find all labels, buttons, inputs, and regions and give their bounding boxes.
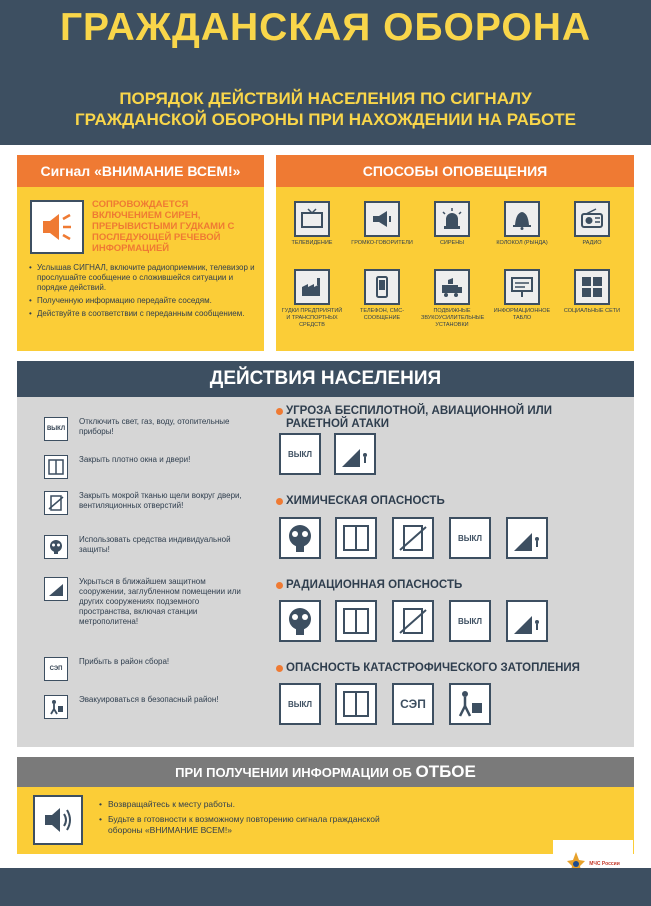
otboy-heading: [17, 757, 634, 787]
shelter-icon: [44, 577, 68, 601]
evacuation-icon: [449, 683, 491, 725]
threat-title: УГРОЗА БЕСПИЛОТНОЙ, АВИАЦИОННОЙ ИЛИ РАКЕТНОЙ АТАКИ: [276, 405, 596, 431]
vykl-label: ВЫКЛ: [287, 449, 313, 459]
otboy-bullet-list: [99, 799, 499, 840]
info-board-icon: [504, 269, 540, 305]
vykl-label: ВЫКЛ: [457, 616, 483, 626]
method-label: СОЦИАЛЬНЫЕ СЕТИ: [563, 308, 621, 314]
method-item: [281, 201, 343, 247]
method-item: [351, 201, 413, 247]
actions-heading: ДЕЙСТВИЯ НАСЕЛЕНИЯ: [17, 361, 634, 397]
list-item: • Возвращайтесь к месту работы.: [99, 799, 499, 810]
threat-air-attack: [276, 405, 636, 431]
signal-panel: [17, 155, 264, 351]
threat-title: РАДИАЦИОННАЯ ОПАСНОСТЬ: [276, 579, 636, 592]
method-label: ГРОМКО-ГОВОРИТЕЛИ: [351, 240, 413, 246]
method-label: ИНФОРМАЦИОННОЕ ТАБЛО: [493, 308, 551, 321]
page-title: ГРАЖДАНСКАЯ ОБОРОНА: [59, 6, 592, 49]
action-text: Отключить свет, газ, воду, отопительные приборы!: [79, 417, 230, 436]
method-item: [491, 201, 553, 247]
mobile-loudspeaker-icon: [434, 269, 470, 305]
switch-off-icon: [279, 683, 321, 725]
shelter-icon: [506, 517, 548, 559]
phone-icon: [364, 269, 400, 305]
window-door-icon: [335, 517, 377, 559]
factory-horn-icon: [294, 269, 330, 305]
logo-text: МЧС России: [589, 861, 620, 867]
threat-chemical: [276, 495, 636, 508]
radio-icon: [574, 201, 610, 237]
list-item: • Полученную информацию передайте соседям.: [29, 296, 259, 306]
loudspeaker-icon: [364, 201, 400, 237]
speaker-icon: [33, 795, 83, 845]
switch-off-icon: [449, 600, 491, 642]
seal-gaps-icon: [392, 600, 434, 642]
method-label: КОЛОКОЛ (РЫНДА): [496, 240, 548, 246]
vykl-label: ВЫКЛ: [457, 533, 483, 543]
assembly-point-icon: СЭП: [44, 657, 68, 681]
evacuation-icon: [44, 695, 68, 719]
list-item: • Будьте в готовности к возможному повторению сигнала гражданской обороны «ВНИМАНИЕ ВСЕМ!»: [99, 814, 399, 836]
method-item: [351, 269, 413, 322]
window-door-icon: [335, 683, 377, 725]
method-label: СИРЕНЫ: [439, 240, 465, 246]
assembly-point-icon: [392, 683, 434, 725]
speaker-alert-icon: [30, 200, 84, 254]
bell-icon: [504, 201, 540, 237]
threat-flood: [276, 662, 636, 675]
window-door-icon: [44, 455, 68, 479]
threat-title: ОПАСНОСТЬ КАТАСТРОФИЧЕСКОГО ЗАТОПЛЕНИЯ: [276, 662, 636, 675]
method-item: [421, 269, 483, 329]
method-item: [491, 269, 553, 322]
action-text: Использовать средства индивидуальной защиты!: [79, 535, 231, 554]
method-item: [281, 269, 343, 329]
method-item: [421, 201, 483, 247]
seal-gaps-icon: [44, 491, 68, 515]
sep-label: СЭП: [400, 697, 426, 711]
method-label: ТЕЛЕВИДЕНИЕ: [291, 240, 333, 246]
shelter-icon: [506, 600, 548, 642]
method-label: ГУДКИ ПРЕДПРИЯТИЙ И ТРАНСПОРТНЫХ СРЕДСТВ: [281, 308, 343, 328]
otboy-heading-strong: ОТБОЕ: [415, 762, 476, 781]
gas-mask-icon: [279, 600, 321, 642]
method-label: ПОДВИЖНЫЕ ЗВУКОУСИЛИТЕЛЬНЫЕ УСТАНОВКИ: [421, 308, 485, 328]
action-text: Укрыться в ближайшем защитном сооружении, заглубленном помещении или других сооружениях подземного пространства, включая станции метрополитена!: [79, 577, 241, 626]
action-text: Прибыть в район сбора!: [79, 657, 170, 666]
methods-heading: СПОСОБЫ ОПОВЕЩЕНИЯ: [276, 155, 634, 187]
subtitle-line-1: ПОРЯДОК ДЕЙСТВИЙ НАСЕЛЕНИЯ ПО СИГНАЛУ: [119, 89, 532, 108]
method-label: ТЕЛЕФОН, СМС-СООБЩЕНИЕ: [359, 308, 405, 321]
switch-off-icon: [449, 517, 491, 559]
otboy-heading-prefix: ПРИ ПОЛУЧЕНИИ ИНФОРМАЦИИ ОБ: [175, 765, 416, 780]
siren-icon: [434, 201, 470, 237]
shelter-icon: [334, 433, 376, 475]
action-text: Эвакуироваться в безопасный район!: [79, 695, 219, 704]
vykl-label: ВЫКЛ: [287, 699, 313, 709]
seal-gaps-icon: [392, 517, 434, 559]
method-label: РАДИО: [582, 240, 602, 246]
method-item: [561, 269, 623, 315]
subtitle-line-2: ГРАЖДАНСКОЙ ОБОРОНЫ ПРИ НАХОЖДЕНИИ НА РАБОТЕ: [74, 110, 577, 129]
switch-off-icon: ВЫКЛ: [44, 417, 68, 441]
action-text: Закрыть плотно окна и двери!: [79, 455, 191, 464]
action-text: Закрыть мокрой тканью щели вокруг двери, вентиляционных отверстий!: [79, 491, 242, 510]
gas-mask-icon: [44, 535, 68, 559]
footer-bar: [0, 868, 651, 906]
threat-radiation: [276, 579, 636, 592]
window-door-icon: [335, 600, 377, 642]
switch-off-icon: [279, 433, 321, 475]
method-item: [561, 201, 623, 247]
tv-icon: [294, 201, 330, 237]
header-banner: [0, 0, 651, 145]
otboy-panel: [17, 787, 634, 854]
gas-mask-icon: [279, 517, 321, 559]
page-subtitle: [0, 88, 651, 130]
methods-panel: [276, 155, 634, 351]
social-networks-icon: [574, 269, 610, 305]
threat-title: ХИМИЧЕСКАЯ ОПАСНОСТЬ: [276, 495, 636, 508]
signal-description: СОПРОВОЖДАЕТСЯ ВКЛЮЧЕНИЕМ СИРЕН, ПРЕРЫВИСТЫМИ ГУДКАМИ С ПОСЛЕДУЮЩЕЙ РЕЧЕВОЙ ИНФОРМАЦИЕЙ: [92, 199, 235, 254]
actions-panel: [17, 397, 634, 747]
list-item: • Действуйте в соответствии с переданным сообщением.: [29, 309, 259, 319]
list-item: • Услышав СИГНАЛ, включите радиоприемник, телевизор и прослушайте сообщение о сложившейся ситуации и порядке действий.: [29, 263, 259, 293]
signal-heading: Сигнал «ВНИМАНИЕ ВСЕМ!»: [17, 155, 264, 187]
signal-bullet-list: [29, 263, 259, 322]
